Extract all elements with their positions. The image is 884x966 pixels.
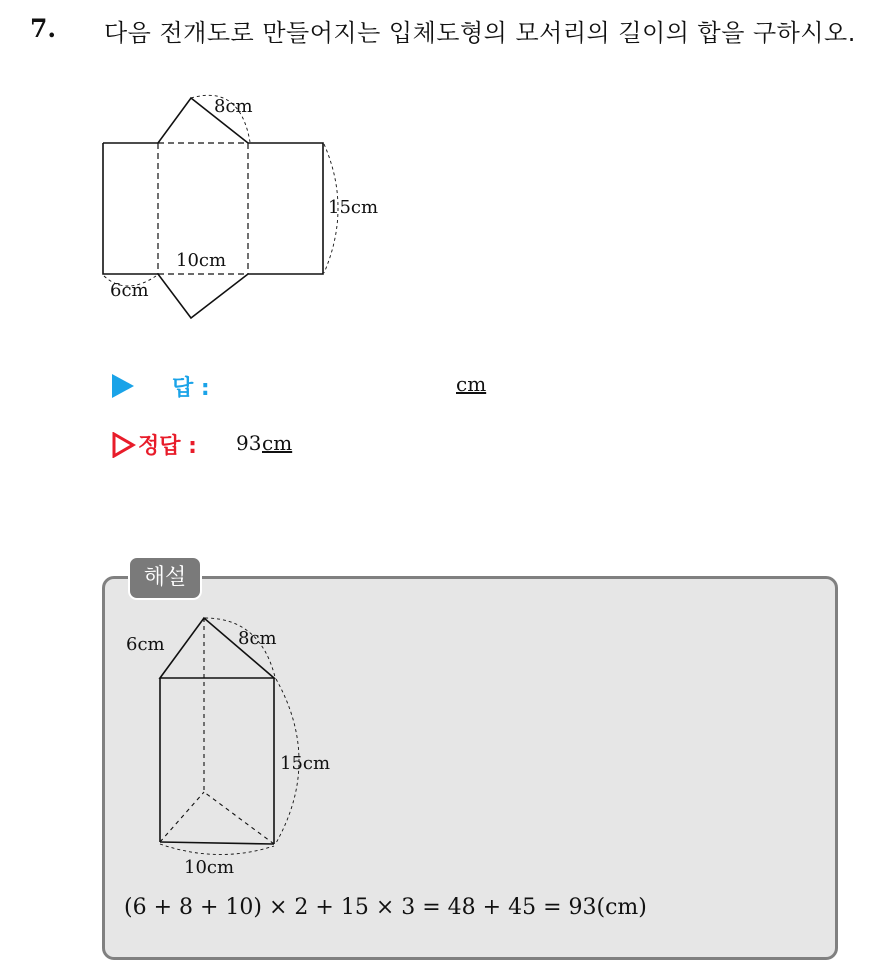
label-right-top: 8cm <box>238 628 277 649</box>
label-height: 15cm <box>280 753 331 774</box>
label-middle-edge: 10cm <box>176 250 227 271</box>
question-number: 7. <box>30 14 57 43</box>
play-triangle-icon <box>112 374 134 398</box>
dim-arc-bottom <box>160 844 274 855</box>
net-diagram <box>90 90 410 330</box>
answer-label: 답 : <box>172 376 210 401</box>
correct-answer-row <box>112 430 532 462</box>
explanation-tag: 해설 <box>128 556 202 600</box>
prism-diagram <box>110 606 370 886</box>
correct-value: 93 <box>236 431 262 455</box>
label-top-edge: 8cm <box>214 96 253 117</box>
answer-unit: cm <box>456 372 487 396</box>
outline-triangle-icon <box>112 432 136 458</box>
prism-hidden-left <box>160 792 204 842</box>
prism-hidden-right <box>204 792 274 844</box>
correct-unit: cm <box>262 431 293 455</box>
label-bottom-edge: 6cm <box>110 280 149 301</box>
prism-bottom-edge <box>160 842 274 844</box>
label-bottom: 10cm <box>184 857 235 878</box>
correct-label: 정답 : <box>138 434 197 459</box>
solution-formula: (6 + 8 + 10) × 2 + 15 × 3 = 48 + 45 = 93(cm) <box>124 895 647 920</box>
label-left-top: 6cm <box>126 634 165 655</box>
answer-row <box>112 372 532 402</box>
question-text: 다음 전개도로 만들어지는 입체도형의 모서리의 길이의 합을 구하시오. <box>104 19 856 47</box>
label-height: 15cm <box>328 197 379 218</box>
